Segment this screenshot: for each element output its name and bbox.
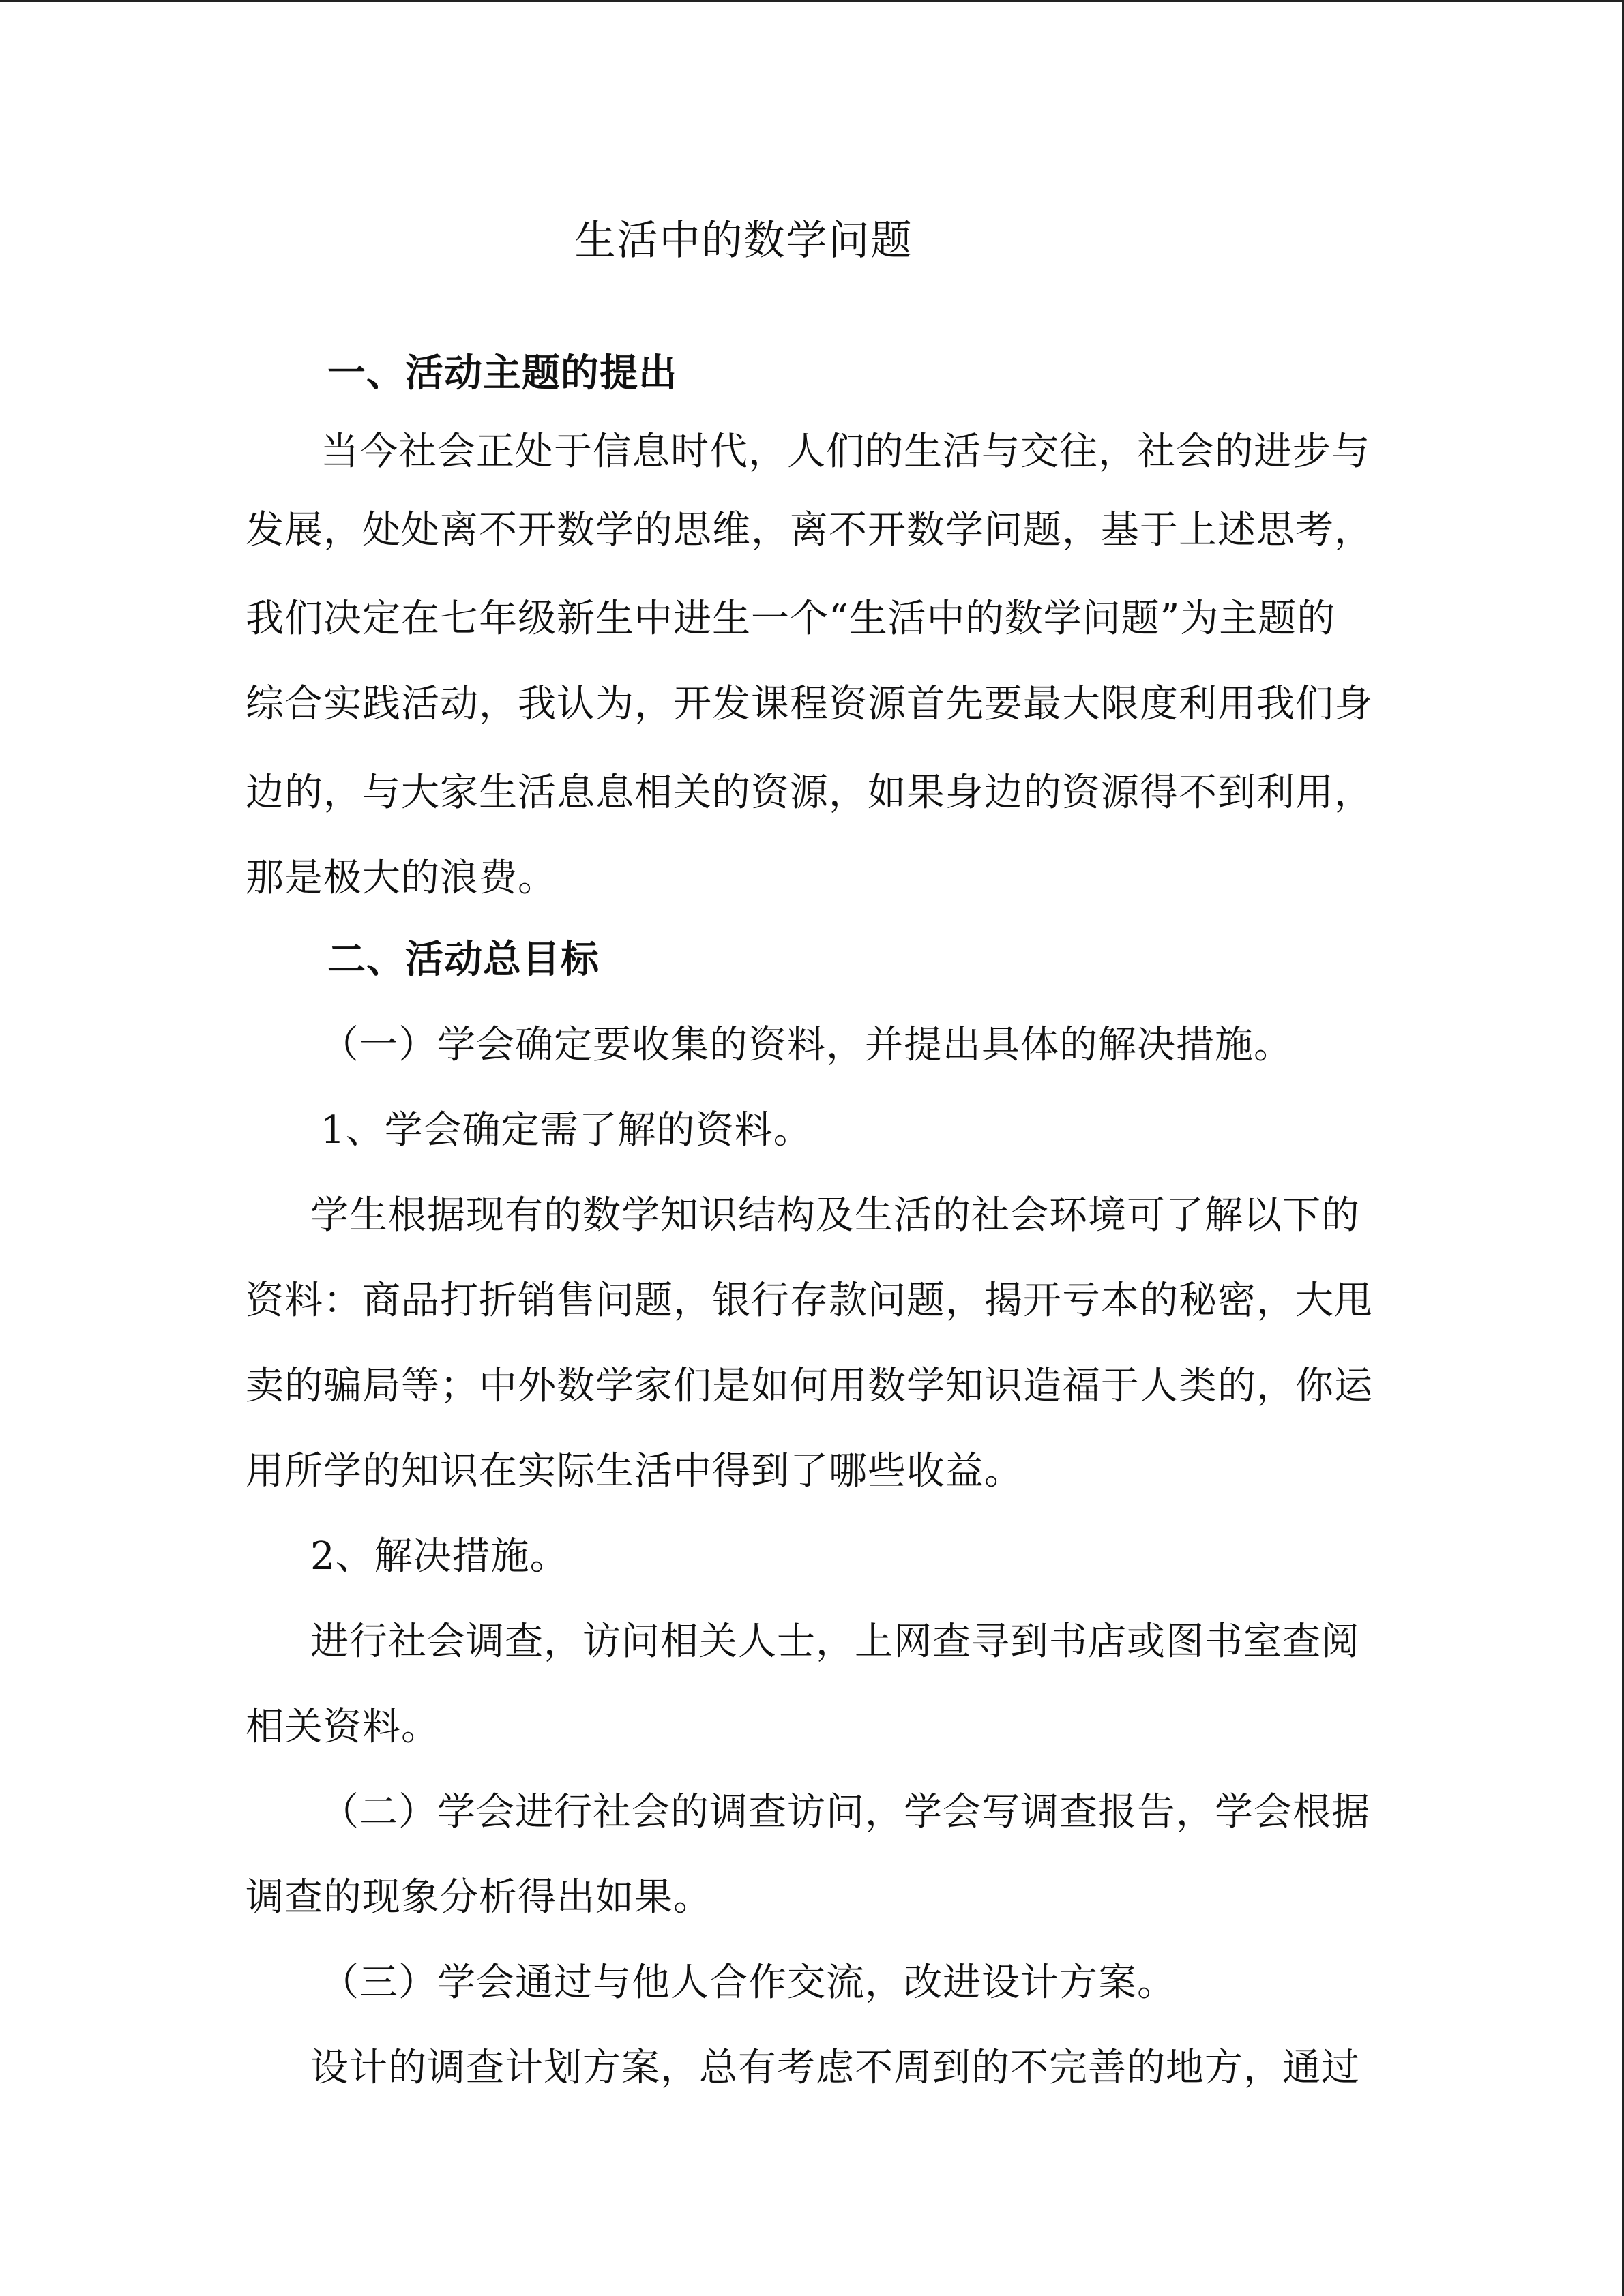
paragraph-line: 相关资料。	[246, 1705, 440, 1749]
paragraph-line: 调查的现象分析得出如果。	[246, 1875, 712, 1920]
paragraph-line: （一）学会确定要收集的资料，并提出具体的解决措施。	[321, 1023, 1293, 1067]
paragraph-line: 发展，处处离不开数学的思维，离不开数学问题，基于上述思考，	[246, 508, 1373, 552]
paragraph-line: 卖的骗局等；中外数学家们是如何用数学知识造福于人类的，你运	[246, 1364, 1373, 1408]
paragraph-line: 边的，与大家生活息息相关的资源，如果身边的资源得不到利用，	[246, 771, 1373, 815]
paragraph-line: 学生根据现有的数学知识结构及生活的社会环境可了解以下的	[310, 1193, 1360, 1238]
paragraph-line: 设计的调查计划方案，总有考虑不周到的不完善的地方，通过	[310, 2046, 1360, 2090]
paragraph-line: 1、学会确定需了解的资料。	[321, 1108, 812, 1152]
paragraph-line: 进行社会调查，访问相关人士，上网查寻到书店或图书室查阅	[310, 1620, 1360, 1664]
paragraph-line: 用所学的知识在实际生活中得到了哪些收益。	[246, 1449, 1023, 1493]
section-heading-1: 一、活动主题的提出	[327, 351, 677, 396]
paragraph-line: （三）学会通过与他人合作交流，改进设计方案。	[321, 1960, 1176, 2005]
paragraph-line: 2、解决措施。	[310, 1534, 569, 1579]
paragraph-line: 资料：商品打折销售问题，银行存款问题，揭开亏本的秘密，大甩	[246, 1279, 1373, 1323]
paragraph-line: 我们决定在七年级新生中进生一个“生活中的数学问题”为主题的	[246, 597, 1336, 641]
paragraph-line: 综合实践活动，我认为，开发课程资源首先要最大限度利用我们身	[246, 682, 1373, 726]
section-heading-2: 二、活动总目标	[327, 938, 600, 982]
page-title: 生活中的数学问题	[574, 217, 913, 265]
paragraph-line: 那是极大的浪费。	[246, 856, 557, 900]
paragraph-line: 当今社会正处于信息时代，人们的生活与交往，社会的进步与	[321, 430, 1370, 474]
paragraph-line: （二）学会进行社会的调查访问，学会写调查报告，学会根据	[321, 1790, 1370, 1834]
